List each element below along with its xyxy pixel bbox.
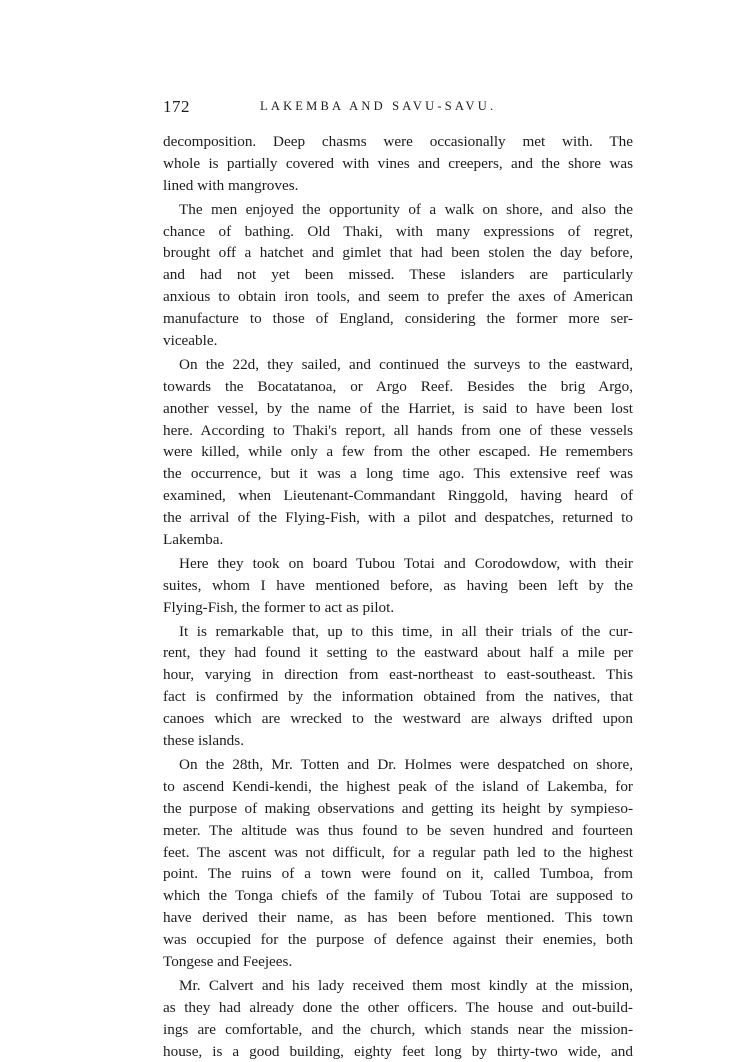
text-line: as they had already done the other officers. The house and out-build- <box>163 998 633 1016</box>
text-line: chance of bathing. Old Thaki, with many expressions of regret, <box>163 222 633 240</box>
text-line: lined with mangroves. <box>163 176 299 194</box>
text-line: On the 28th, Mr. Totten and Dr. Holmes were despatched on shore, <box>179 755 633 773</box>
text-line: were killed, while only a few from the other escaped. He remembers <box>163 443 633 461</box>
text-line: Here they took on board Tubou Totai and Corodowdow, with their <box>179 554 633 572</box>
text-line: viceable. <box>163 332 218 350</box>
text-line: Lakemba. <box>163 531 224 549</box>
text-line: brought off a hatchet and gimlet that had been stolen the day before, <box>163 244 633 262</box>
text-line: hour, varying in direction from east-northeast to east-southeast. This <box>163 666 633 684</box>
text-line: another vessel, by the name of the Harriet, is said to have been lost <box>163 399 633 417</box>
running-header <box>163 95 643 119</box>
text-line: these islands. <box>163 732 244 750</box>
text-line: anxious to obtain iron tools, and seem to prefer the axes of American <box>163 288 633 306</box>
text-line: rent, they had found it setting to the eastward about half a mile per <box>163 644 633 662</box>
text-line: ings are comfortable, and the church, which stands near the mission- <box>163 1020 633 1038</box>
text-line: the occurrence, but it was a long time ago. This extensive reef was <box>163 465 633 483</box>
text-line: the purpose of making observations and getting its height by sympieso- <box>163 799 633 817</box>
text-line: The men enjoyed the opportunity of a walk on shore, and also the <box>179 200 633 218</box>
text-line: house, is a good building, eighty feet long by thirty-two wide, and <box>163 1042 633 1060</box>
text-line: suites, whom I have mentioned before, as having been left by the <box>163 576 633 594</box>
text-line: On the 22d, they sailed, and continued the surveys to the eastward, <box>179 355 633 373</box>
page-number: 172 <box>163 97 190 116</box>
text-line: feet. The ascent was not difficult, for a regular path led to the highest <box>163 843 633 861</box>
text-line: which the Tonga chiefs of the family of Tubou Totai are supposed to <box>163 887 633 905</box>
text-line: examined, when Lieutenant-Commandant Ringgold, having heard of <box>163 487 633 505</box>
text-line: and had not yet been missed. These islanders are particularly <box>163 266 633 284</box>
text-line: have derived their name, as has been before mentioned. This town <box>163 909 633 927</box>
text-line: towards the Bocatatanoa, or Argo Reef. Besides the brig Argo, <box>163 377 633 395</box>
text-line: manufacture to those of England, considering the former more ser- <box>163 310 633 328</box>
text-line: the arrival of the Flying-Fish, with a pilot and despatches, returned to <box>163 509 633 527</box>
text-line: meter. The altitude was thus found to be seven hundred and fourteen <box>163 821 633 839</box>
running-title: LAKEMBA AND SAVU-SAVU. <box>260 99 497 113</box>
text-line: whole is partially covered with vines and creepers, and the shore was <box>163 154 633 172</box>
text-line: decomposition. Deep chasms were occasionally met with. The <box>163 133 633 150</box>
text-line: point. The ruins of a town were found on it, called Tumboa, from <box>163 865 633 883</box>
text-line: canoes which are wrecked to the westward are always drifted upon <box>163 710 633 728</box>
text-line: was occupied for the purpose of defence against their enemies, both <box>163 931 633 949</box>
text-line: Flying-Fish, the former to act as pilot. <box>163 598 395 616</box>
text-line: to ascend Kendi-kendi, the highest peak of the island of Lakemba, for <box>163 777 633 795</box>
text-line: fact is confirmed by the information obtained from the natives, that <box>163 688 633 706</box>
text-line: Mr. Calvert and his lady received them most kindly at the mission, <box>179 976 633 994</box>
text-line: here. According to Thaki's report, all hands from one of these vessels <box>163 421 633 439</box>
text-line: It is remarkable that, up to this time, in all their trials of the cur- <box>179 622 633 640</box>
body-text <box>163 131 633 1062</box>
text-line: Tongese and Feejees. <box>163 952 293 970</box>
